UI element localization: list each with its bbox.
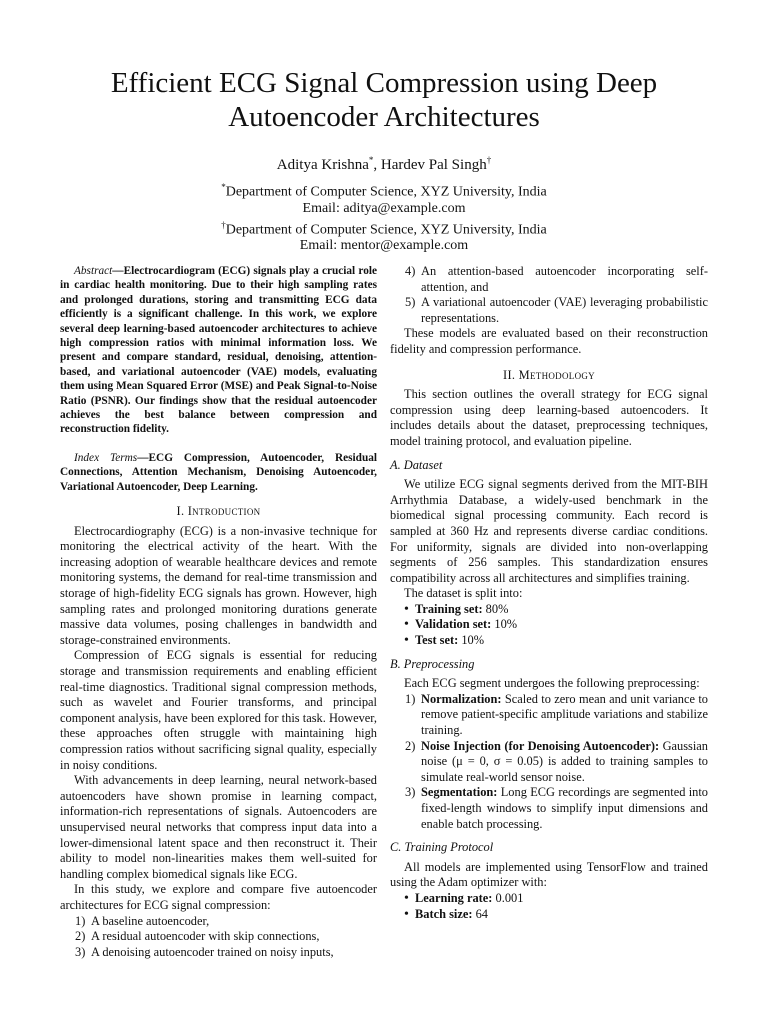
email-2: Email: mentor@example.com <box>299 238 469 254</box>
affiliation-2: †Department of Computer Science, XYZ University, India <box>221 219 547 238</box>
training-params-list <box>390 891 708 922</box>
preprocessing-steps <box>390 692 708 832</box>
intro-paragraph-5: These models are evaluated based on their reconstruction fidelity and compression performance. <box>390 326 708 356</box>
architecture-list <box>60 914 377 961</box>
email-1: Email: aditya@example.com <box>302 200 466 216</box>
subsection-heading-preprocessing: B. Preprocessing <box>390 656 475 671</box>
architecture-list-continued <box>390 264 708 326</box>
section-heading-introduction: I. Introduction <box>176 504 261 519</box>
list-item: 3) A denoising autoencoder trained on noisy inputs, <box>75 944 334 959</box>
intro-paragraph-2: Compression of ECG signals is essential for reducing storage and transmission requirements and enabling efficient real-time diagnostics. Traditional signal compression methods, such as wavelet and Fourier transforms, and principal component analysis, have been explored for this task. However, these approaches often struggle with maintaining high compression ratios without sacrificing signal quality, especially in noisy conditions. <box>60 648 377 772</box>
left-column <box>60 264 377 960</box>
list-item: • Training set: 80% <box>404 601 509 617</box>
list-item: • Batch size: 64 <box>404 906 488 922</box>
list-item: 1) Normalization: Scaled to zero mean and unit variance to remove patient-specific amplitude variations and stabilize training. <box>405 691 708 738</box>
dataset-paragraph-2: The dataset is split into: <box>404 586 523 601</box>
preprocessing-paragraph-1: Each ECG segment undergoes the following preprocessing: <box>404 676 700 691</box>
author-block <box>40 152 728 254</box>
list-item: 5) A variational autoencoder (VAE) leveraging probabilistic representations. <box>405 295 708 325</box>
affiliation-1: *Department of Computer Science, XYZ University, India <box>221 182 547 200</box>
list-item: 2) A residual autoencoder with skip connections, <box>75 929 320 944</box>
dataset-split-list <box>390 602 708 649</box>
list-item: 3) Segmentation: Long ECG recordings are segmented into fixed-length windows to simplify input dimensions and enable batch processing. <box>405 785 708 831</box>
subsection-heading-training: C. Training Protocol <box>390 840 494 855</box>
intro-paragraph-4: In this study, we explore and compare five autoencoder architectures for ECG signal compression: <box>60 882 377 912</box>
list-item: 4) An attention-based autoencoder incorporating self-attention, and <box>405 264 708 294</box>
list-item: • Learning rate: 0.001 <box>404 890 524 906</box>
paper-title: Efficient ECG Signal Compression using Deep Autoencoder Architectures <box>110 67 658 133</box>
list-item: 2) Noise Injection (for Denoising Autoencoder): Gaussian noise (μ = 0, σ = 0.05) is added to training samples to simulate real-world sensor noise. <box>405 738 709 784</box>
methodology-paragraph-1: This section outlines the overall strategy for ECG signal compression using deep learning-based autoencoders. It includes details about the dataset, preprocessing techniques, model training protocol, and evaluation pipeline. <box>390 387 708 448</box>
subsection-heading-dataset: A. Dataset <box>390 457 443 472</box>
right-column <box>390 264 708 922</box>
list-item: • Test set: 10% <box>404 633 485 649</box>
intro-paragraph-3: With advancements in deep learning, neural network-based autoencoders have shown promise in learning compact, information-rich representations of signals. Autoencoders are unsupervised neural networks that compress input data into a lower-dimensional latent space and then reconstruct it. Their ability to model non-linearities makes them well-suited for handling complex biomedical signals like ECG. <box>60 773 377 881</box>
index-terms: Index Terms—ECG Compression, Autoencoder, Residual Connections, Attention Mechanism, Denoising Autoencoder, Variational Autoencoder, Deep Learning. <box>60 451 378 493</box>
training-paragraph-1: All models are implemented using TensorFlow and trained using the Adam optimizer with: <box>390 859 708 890</box>
section-heading-methodology: II. Methodology <box>503 367 595 382</box>
list-item: • Validation set: 10% <box>404 617 518 633</box>
abstract: Abstract—Electrocardiogram (ECG) signals play a crucial role in cardiac health monitoring. Due to their high sampling rates and prolonged durations, storing and transmitting ECG data efficiently is a significant challenge. In this work, we explore several deep learning-based autoencoder architectures to achieve high compression ratios with minimal information loss. We present and compare standard, residual, denoising, attention-based, and variational autoencoder (VAE) models, evaluating them using Mean Squared Error (MSE) and Peak Signal-to-Noise Ratio (PSNR). Our findings show that the residual autoencoder achieves the best balance between compression and reconstruction fidelity. <box>60 265 377 436</box>
dataset-paragraph-1: We utilize ECG signal segments derived from the MIT-BIH Arrhythmia Database, a widely-used benchmark in the biomedical signal processing community. Each record is sampled at 360 Hz and represents diverse cardiac conditions. For uniformity, signals are divided into non-overlapping segments of 256 samples. This standardization ensures compatibility across all architectures and simplifies training. <box>390 477 708 585</box>
intro-paragraph-1: Electrocardiography (ECG) is a non-invasive technique for monitoring the electrical activity of the heart. With the increasing adoption of wearable healthcare devices and remote monitoring systems, the demand for real-time transmission and storage of high-fidelity ECG signals has grown. However, high sampling rates and prolonged monitoring durations generate massive data volumes, posing challenges in bandwidth and storage-constrained environments. <box>60 523 377 647</box>
author-names: Aditya Krishna*, Hardev Pal Singh† <box>276 155 492 173</box>
list-item: 1) A baseline autoencoder, <box>75 913 210 928</box>
